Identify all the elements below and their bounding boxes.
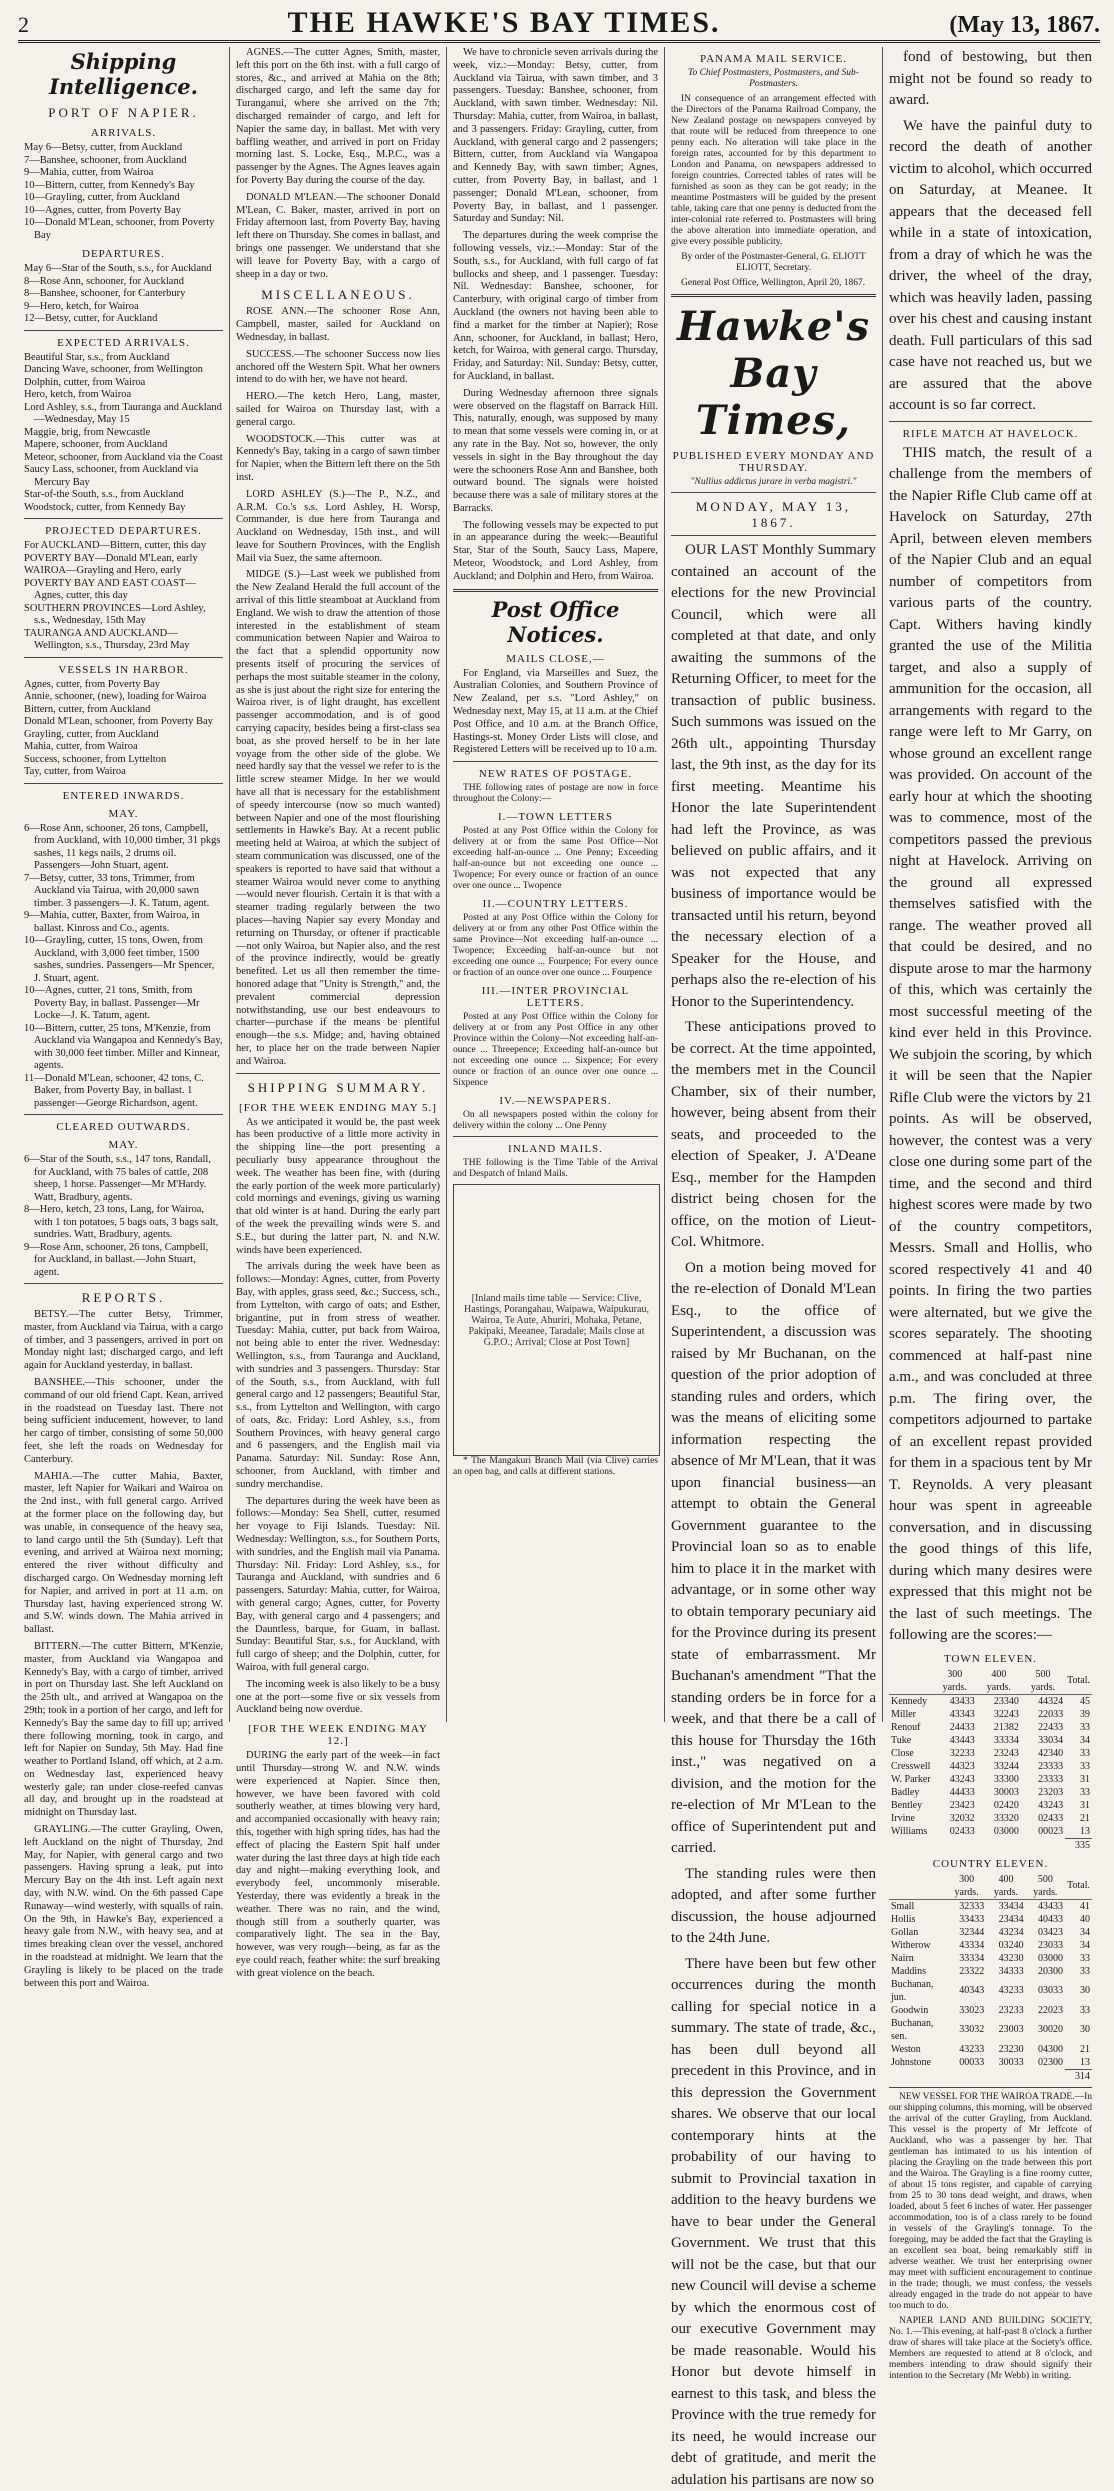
issue-date: MONDAY, MAY 13, 1867. xyxy=(671,499,876,531)
table-row xyxy=(889,1926,1092,1939)
list-item: Dolphin, cutter, from Wairoa xyxy=(24,377,223,390)
list-item: Beautiful Star, s.s., from Auckland xyxy=(24,352,223,365)
competitor-name: W. Parker xyxy=(889,1773,933,1786)
paragraph: The arrivals during the week have been as follows:—Monday: Agnes, cutter, from Poverty Bay, with apples, grass seed, &c.; Success, sch., from Lyttelton, with cargo of oats; and Esther, brigantine, put in from stress of weather. Tuesday: Mahia, cutter, put back from Wairoa, not being able to enter the river. Wednesday: Wellington, s.s., from Tauranga and Auckland, with sundries and 3 passengers. Thursday: Star of the South, s.s., from Auckland, with full general cargo and 12 passengers; Beautiful Star, s.s., from Lyttelton and Wellington, with cargo of oats, &c. Friday: Lord Ashley, s.s., from Southern Provinces, with heavy general cargo and 6 passengers, and the English mail via Panama. Saturday: Nil. Sunday: Rose Ann, schooner, from Auckland, with timber and sundry merchandise. xyxy=(236,1261,440,1491)
competitor-name: Hollis xyxy=(889,1913,947,1926)
column-5 xyxy=(883,47,1098,1722)
paragraph: The following vessels may be expected to put in an appearance during the week:—Beautiful Star, Star of the South, Saucy Lass, Mapere, Meteor, Woodstock, and Lord Ashley, from Auckland; and Dolphin and Hero, from Wairoa. xyxy=(453,520,658,584)
paragraph: The departures during the week have been as follows:—Monday: Sea Shell, cutter, resumed her voyage to Fiji Islands. Tuesday: Nil. Wednesday: Wellington, s.s., for Southern Ports, with sundries, and the English mail via Panama. Thursday: Nil. Friday: Lord Ashley, s.s., for Tauranga and Auckland, with sundries and 6 passengers. Saturday: Mahia, cutter, for Wairoa, with general cargo; Agnes, cutter, for Poverty Bay, with general cargo and 4 passengers; and the Dauntless, barque, for Guam, in ballast. Sunday: Beautiful Star, s.s., for Auckland, with full cargo of sheep; and the Dolphin, cutter, for Wairoa, with full general cargo. xyxy=(236,1496,440,1675)
score-cell: 33 xyxy=(1065,1965,1092,1978)
score-cell: 42340 xyxy=(1021,1747,1065,1760)
inter-provincial-rates: Posted at any Post Office within the Colony for delivery at or from any Post Office in any other Province within the Colony—Not exceeding half-an-ounce ... Threepence; Exceeding half-an-ounce but not exceeding one ounce ... Sixpence; For every ounce or fraction of an ounce over one ounce ... Sixpence xyxy=(453,1012,658,1089)
header-date: (May 13, 1867. xyxy=(930,12,1100,39)
table-row xyxy=(889,1721,1092,1734)
score-cell: 31 xyxy=(1065,1773,1092,1786)
panama-date: General Post Office, Wellington, April 20, 1867. xyxy=(671,278,876,289)
list-item: Lord Ashley, s.s., from Tauranga and Auckland—Wednesday, May 15 xyxy=(24,402,223,427)
score-cell: 23003 xyxy=(986,2017,1025,2043)
paragraph: We have the painful duty to record the death of another victim to alcohol, which occurred on Saturday, at Meanee. It appears that the deceased fell while in a state of intoxication, from a dray of which he was the driver, the wheel of the dray, which was heavily laden, passing over his chest and causing instant death. Full particulars of this sad case have not reached us, but we are assured that the above account is so far correct. xyxy=(889,116,1092,417)
reports-continued xyxy=(236,47,440,281)
arrivals-title: ARRIVALS. xyxy=(24,127,223,139)
score-header xyxy=(889,1668,933,1695)
postage-title: NEW RATES OF POSTAGE. xyxy=(453,768,658,780)
list-item: Annie, schooner, (new), loading for Wairoa xyxy=(24,691,223,704)
competitor-name: Buchanan, sen. xyxy=(889,2017,947,2043)
inland-mails-intro: THE following is the Time Table of the Arrival and Despatch of Inland Mails. xyxy=(453,1158,658,1180)
motto: "Nullius addictus jurare in verba magistri." xyxy=(671,477,876,488)
summary-subtitle: [FOR THE WEEK ENDING MAY 5.] xyxy=(236,1102,440,1114)
score-cell: 33032 xyxy=(947,2017,986,2043)
competitor-name: Johnstone xyxy=(889,2056,947,2070)
list-item: 12—Betsy, cutter, for Auckland xyxy=(24,313,223,326)
table-row xyxy=(889,1965,1092,1978)
competitor-name: Cresswell xyxy=(889,1760,933,1773)
list-item: Meteor, schooner, from Auckland via the Coast xyxy=(24,452,223,465)
competitor-name: Renouf xyxy=(889,1721,933,1734)
list-item: Bittern, cutter, from Auckland xyxy=(24,704,223,717)
competitor-name: Badley xyxy=(889,1786,933,1799)
list-item: 10—Agnes, cutter, from Poverty Bay xyxy=(24,205,223,218)
score-header: 400 yards. xyxy=(977,1668,1021,1695)
paragraph: DONALD M'LEAN.—The schooner Donald M'Lean, C. Baker, master, arrived in port on Friday afternoon last, from Poverty Bay, having left there on Thursday. She comes in ballast, and brings one passenger. We understand that she will leave for Poverty Bay, with a cargo of sheep in a day or two. xyxy=(236,192,440,282)
inwards-list xyxy=(24,823,223,1111)
score-cell: 22023 xyxy=(1026,2004,1065,2017)
score-cell: 13 xyxy=(1065,1825,1092,1839)
score-cell: 43233 xyxy=(947,2043,986,2056)
score-cell: 33023 xyxy=(947,2004,986,2017)
inwards-title: ENTERED INWARDS. xyxy=(24,790,223,802)
score-cell: 03033 xyxy=(1026,1978,1065,2004)
competitor-name: Williams xyxy=(889,1825,933,1839)
paragraph: The departures during the week comprise the following vessels, viz.:—Monday: Star of the South, s.s., for Auckland, with full cargo of fat bullocks and sheep, and 1 passenger. Tuesday: Nil. Wednesday: Banshee, schooner, for Canterbury, with original cargo of timber from Auckland (the owners not having been able to find a market for the timber at Napier); Rose Ann, schooner, for Auckland, in ballast; Hero, ketch, for Wairoa, with general cargo. Thursday, Friday, and Saturday: Nil. Sunday: Betsy, cutter, for Auckland, in ballast. xyxy=(453,230,658,384)
competitor-name: Buchanan, jun. xyxy=(889,1978,947,2004)
list-item: WAIROA—Grayling and Hero, early xyxy=(24,565,223,578)
competitor-name: Weston xyxy=(889,2043,947,2056)
paragraph: HERO.—The ketch Hero, Lang, master, sailed for Wairoa on Thursday last, with a general cargo. xyxy=(236,391,440,429)
list-item: 9—Mahia, cutter, Baxter, from Wairoa, in ballast. Kinross and Co., agents. xyxy=(24,910,223,935)
score-header xyxy=(889,1873,947,1900)
paragraph: fond of bestowing, but then might not be found so ready to award. xyxy=(889,47,1092,112)
score-cell: 33300 xyxy=(977,1773,1021,1786)
paragraph: SUCCESS.—The schooner Success now lies anchored off the Western Spit. What her owners intend to do with her, we have not heard. xyxy=(236,349,440,387)
score-header: Total. xyxy=(1065,1873,1092,1900)
table-row xyxy=(889,2043,1092,2056)
inland-mails-footnote: * The Mangakuri Branch Mail (via Clive) carries an open bag, and calls at different stations. xyxy=(453,1456,658,1478)
list-item: POVERTY BAY—Donald M'Lean, early xyxy=(24,553,223,566)
paragraph: LORD ASHLEY (S.)—The P., N.Z., and A.R.M. Co.'s s.s. Lord Ashley, H. Worsp, Commander, is due here from Tauranga and Auckland on Wednesday, 15th inst., and will leave for Southern Provinces, with the English Mail via Suez, the same afternoon. xyxy=(236,489,440,566)
score-cell: 22033 xyxy=(1021,1708,1065,1721)
paragraph: MIDGE (S.)—Last week we published from the New Zealand Herald the full account of the arrival of this little steamboat at Auckland from England. We wish to draw the attention of those interested in the establishment of steam communication between Napier and Wairoa to the fact that a splendid opportunity now presents itself of procuring the services of perhaps the most suitable steamer in the colony, as she is just about the right size for entering the Wairoa river, is of light draught, has excellent passenger accommodation, and is of good carrying capacity, besides being a first-class sea boat, as she proved herself to be in her late voyage from the other side of the globe. We need hardly say that the vessel we refer to is the little screw steamer Midge. In her we would have all that is necessary for the establishment of speedy intercourse (now so much wanted) between Napier and one of the most flourishing settlements in Hawke's Bay. At a recent public meeting held at Wairoa, at which the subject of steam communication was discussed, one of the speakers is reported to have said that without a steamer Wairoa would never come to anything—would never flourish. Certain it is that with a steamer trading regularly between the two places—having Napier say every Monday and returning on Thursday, or oftener if practicable—not only Wairoa, but Napier also, and the rest of the province indirectly, would be greatly benefited. Let us all then remember the time-honored adage that "Unity is Strength," and, the prevalent commercial depression notwithstanding, use our best endeavours to charter—purchase if the means be plentiful enough—the s.s. Midge; and, having obtained her, to place her on the trade between Napier and Wairoa. xyxy=(236,569,440,1068)
competitor-name: Witherow xyxy=(889,1939,947,1952)
summary-body xyxy=(236,1117,440,1718)
outwards-month: MAY. xyxy=(24,1139,223,1151)
inland-mails-table: [Inland mails time table — Service: Clive, Hastings, Porangahau, Waipawa, Waipukurau, Wairoa, Te Aute, Ahuriri, Mohaka, Petane, Pakipaki, Meeanee, Taradale; Mails close at G.P.O.; Arrival; Close at Post Town] xyxy=(453,1184,660,1456)
paragraph: WOODSTOCK.—This cutter was at Kennedy's Bay, taking in a cargo of sawn timber for Napier, when the Bittern left there on the 5th inst. xyxy=(236,434,440,485)
score-cell: 00023 xyxy=(1021,1825,1065,1839)
table-row xyxy=(889,1773,1092,1786)
page-number: 2 xyxy=(18,12,78,38)
expected-title: EXPECTED ARRIVALS. xyxy=(24,337,223,349)
list-item: Woodstock, cutter, from Kennedy Bay xyxy=(24,502,223,515)
team-total: 335 xyxy=(1065,1838,1092,1852)
outwards-title: CLEARED OUTWARDS. xyxy=(24,1121,223,1133)
land-society-title: NAPIER LAND AND BUILDING SOCIETY, xyxy=(899,2316,1092,2326)
list-item: Success, schooner, from Lyttelton xyxy=(24,754,223,767)
score-cell: 21 xyxy=(1065,1812,1092,1825)
rifle-match-body: THIS match, the result of a challenge from the members of the Napier Rifle Club came off at Havelock on Saturday, 27th April, between eleven members of the Napier Club and an equal number of competitors from various parts of the country. Capt. Withers having kindly granted the use of the Militia target, and also a supply of ammunition for the occasion, all arrangements with regard to the range were left to Mr Garry, on whose ground an excellent range was provided. On account of the early hour at which the shooting was to commence, most of the competitors passed the previous night at Havelock. Arriving on the ground all expressed themselves satisfied with the range. The weather proved all that could be desired, and no dispute arose to mar the harmony of this, which was certainly the most successful meeting of the kind ever held in this Province. We subjoin the scoring, by which it will be seen that the Napier Rifle Club were the victors by 21 points. As will be observed, however, the contest was a very close one during some part of the time, and the second and third highest scores were made by two of the country competitors, Messrs. Small and Hollis, who scored respectively 41 and 40 points. In firing the two parties were alternated, but we give the scores separately. The shooting commenced at half-past nine a.m., and was concluded at three p.m. The firing over, the competitors adjourned to partake of an excellent repast provided for them in a spacious tent by Mr T. Reynolds. A very pleasant hour was spent in agreeable conversation, and in discussing the good things of this life, during which many desires were expressed that this might not be the last of such meetings. The following are the scores:— xyxy=(889,443,1092,1647)
score-cell: 21382 xyxy=(977,1721,1021,1734)
column-2 xyxy=(230,47,447,1722)
list-item: Mapere, schooner, from Auckland xyxy=(24,439,223,452)
score-cell: 03423 xyxy=(1026,1926,1065,1939)
score-cell: 33334 xyxy=(947,1952,986,1965)
score-cell: 30 xyxy=(1065,2017,1092,2043)
list-item: Hero, ketch, from Wairoa xyxy=(24,389,223,402)
list-item: Maggie, brig, from Newcastle xyxy=(24,427,223,440)
paragraph: During Wednesday afternoon three signals were observed on the flagstaff on Barrack Hill. This, naturally, enough, was supposed by many to mean that some vessels were coming in, or at any rate in the Bay. Not so, however, the only vessels in sight in the Bay throughout the day were the schooners Rose Ann and Banshee, both outward bound. The signals were hoisted because there was a sale of military stores at the Barracks. xyxy=(453,388,658,516)
score-cell: 43233 xyxy=(986,1978,1025,2004)
table-row xyxy=(889,1708,1092,1721)
country-letters-rates: Posted at any Post Office within the Colony for delivery at or from any other Post Office within the same Province—Not exceeding half-an-ounce ... Twopence; Exceeding half-an-ounce but not exceeding one ounce ... Fourpence; For every ounce or fraction of an ounce over one ounce ... Fourpence xyxy=(453,913,658,979)
score-cell: 13 xyxy=(1065,2056,1092,2070)
list-item: Saucy Lass, schooner, from Auckland via Mercury Bay xyxy=(24,464,223,489)
competitor-name: Maddins xyxy=(889,1965,947,1978)
editorial-continued xyxy=(889,47,1092,417)
score-cell: 02433 xyxy=(1021,1812,1065,1825)
score-cell: 33 xyxy=(1065,1952,1092,1965)
land-society-text: No. 1.—This evening, at half-past 8 o'clock a further draw of shares will take place at the Society's office. Members are requested to attend at 8 o'clock, and members intending to draw should signify their intention to the Secretary (Mr Webb) in writing. xyxy=(889,2327,1092,2381)
inwards-month: MAY. xyxy=(24,808,223,820)
score-cell: 33244 xyxy=(977,1760,1021,1773)
score-header: 300 yards. xyxy=(933,1668,977,1695)
summary2-subtitle: [FOR THE WEEK ENDING MAY 12.] xyxy=(236,1723,440,1747)
list-item: Mahia, cutter, from Wairoa xyxy=(24,741,223,754)
score-cell: 40343 xyxy=(947,1978,986,2004)
arrivals-list xyxy=(24,142,223,242)
score-header: Total. xyxy=(1065,1668,1092,1695)
score-cell: 40433 xyxy=(1026,1913,1065,1926)
list-item: Grayling, cutter, from Auckland xyxy=(24,729,223,742)
score-cell: 43243 xyxy=(933,1773,977,1786)
list-item: 7—Betsy, cutter, 33 tons, Trimmer, from Auckland via Tairua, with 20,000 sawn timber. 3 passengers—J. K. Tatum, agent. xyxy=(24,873,223,911)
table-row xyxy=(889,1978,1092,2004)
paragraph: As we anticipated it would be, the past week has been productive of a little more activity in the shipping line—the port presenting a peculiarly busy appearance throughout the week. The weather has been fine, with (during the early portion of the week more particularly) cold mornings and evenings, giving us warning that old winter is at hand. During the early part of the week the prevailing winds were S. and S.E., but during the latter part, N. and N.W. winds have been experienced. xyxy=(236,1117,440,1258)
score-cell: 45 xyxy=(1065,1694,1092,1708)
competitor-name: Close xyxy=(889,1747,933,1760)
score-cell: 03000 xyxy=(1026,1952,1065,1965)
table-row xyxy=(889,1812,1092,1825)
table-row xyxy=(889,1825,1092,1839)
list-item: 9—Hero, ketch, for Wairoa xyxy=(24,301,223,314)
list-item: Star-of-the South, s.s., from Auckland xyxy=(24,489,223,502)
column-3 xyxy=(447,47,665,1722)
score-cell: 23434 xyxy=(986,1913,1025,1926)
score-cell: 23423 xyxy=(933,1799,977,1812)
score-cell: 02420 xyxy=(977,1799,1021,1812)
score-cell: 33334 xyxy=(977,1734,1021,1747)
score-cell: 39 xyxy=(1065,1708,1092,1721)
score-header: 500 yards. xyxy=(1021,1668,1065,1695)
table-row xyxy=(889,1734,1092,1747)
score-cell: 20300 xyxy=(1026,1965,1065,1978)
score-cell: 43334 xyxy=(947,1939,986,1952)
team-total: 314 xyxy=(1065,2069,1092,2083)
score-cell: 31 xyxy=(1065,1799,1092,1812)
table-row xyxy=(889,1760,1092,1773)
score-cell: 43433 xyxy=(933,1694,977,1708)
table-row xyxy=(889,1913,1092,1926)
outwards-list xyxy=(24,1154,223,1279)
inland-mails-title: INLAND MAILS. xyxy=(453,1143,658,1155)
score-cell: 43230 xyxy=(986,1952,1025,1965)
reports-body xyxy=(24,1309,223,1990)
masthead: THE HAWKE'S BAY TIMES. xyxy=(78,6,930,40)
score-cell: 34333 xyxy=(986,1965,1025,1978)
score-cell: 32243 xyxy=(977,1708,1021,1721)
new-vessel-notice xyxy=(889,2092,1092,2312)
paragraph: BANSHEE.—This schooner, under the command of our old friend Capt. Kean, arrived in the roadstead on Tuesday last. There not being sufficient inducement, however, to land her cargo of timber, consisting of some 50,000 feet, she left the roads on Wednesday for Canterbury. xyxy=(24,1377,223,1467)
competitor-name: Gollan xyxy=(889,1926,947,1939)
list-item: 10—Bittern, cutter, 25 tons, M'Kenzie, from Auckland via Wangapoa and Kennedy's Bay, with 30,000 feet timber. Miller and Kinnear, agents. xyxy=(24,1023,223,1073)
paragraph: BITTERN.—The cutter Bittern, M'Kenzie, master, from Auckland via Wangapoa and Kennedy's Bay, with a cargo of timber, arrived in port on Thursday last. She left Auckland on the 25th ult., and arrived at Wangapoa on the 29th; took in a portion of her cargo, and left for Kennedy's Bay the same day to fill up; arrived there following morning, took in cargo, and left for Napier on Sunday, 5th May. Had fine weather to Portland Island, off which, at 2 a.m. on Wednesday last, experienced heavy westerly gale; ran under close-reefed canvas all day, and brought up in the roadstead at midnight on Thursday last. xyxy=(24,1641,223,1820)
score-cell: 40 xyxy=(1065,1913,1092,1926)
list-item: 9—Rose Ann, schooner, 26 tons, Campbell, for Auckland, in ballast.—John Stuart, agent. xyxy=(24,1242,223,1280)
score-cell: 32344 xyxy=(947,1926,986,1939)
table-row xyxy=(889,1786,1092,1799)
new-vessel-text: —In our shipping columns, this morning, will be observed the arrival of the cutter Grayling, from Auckland. This vessel is the property of Mr Jeffcote of Auckland, who was a passenger by her. That gentleman has intimated to us his intention of placing the Grayling on the trade between this port and the Wairoa. The Grayling is a fine roomy cutter, of about 15 tons register, and capable of carrying from 25 to 30 tons dead weight, and draws, when loaded, about 5 feet 6 inches of water. Her passenger accommodation, too is of a class rarely to be found in vessels of the Grayling's tonnage. To the foregoing, may be added the fact that the Grayling is an excellent sea boat, being remarkably stiff in adverse weather. We trust her enterprising owner may meet with sufficient encouragement to continue in the trade; though, we must confess, the vessels already engaged in the trade do not appear to have too much to do. xyxy=(889,2092,1092,2311)
reports-title: REPORTS. xyxy=(24,1290,223,1306)
score-cell: 23333 xyxy=(1021,1760,1065,1773)
list-item: 6—Rose Ann, schooner, 26 tons, Campbell, from Auckland, with 10,000 timber, 31 pkgs sashes, 11 kegs nails, 2 drums oil. Passengers—John Stuart, agent. xyxy=(24,823,223,873)
paragraph: These anticipations proved to be correct. At the time appointed, the members met in the Council Chamber, six of their number, however, being absent from their seats, and proceeded to the election of Speaker, J. A'Deane Esq., member for the Hampden district being chosen for the office, on the motion of Lieut-Col. Whitmore. xyxy=(671,1017,876,1254)
score-cell: 02433 xyxy=(933,1825,977,1839)
paragraph: AGNES.—The cutter Agnes, Smith, master, left this port on the 6th inst. with a full cargo of stores, &c., and arrived at Mahia on the 8th; discharged cargo, and left the same day for Turanganui, where she arrived on the 7th; discharged remainder of cargo, and left for Napier the same day, in ballast. Met with very baffling weather, and arrived in port on Friday morning last. S. Locke, Esq., M.P.C., was a passenger by the Agnes. The Agnes leaves again for Poverty Bay during the course of the day. xyxy=(236,47,440,188)
score-cell: 33433 xyxy=(947,1913,986,1926)
score-cell: 23230 xyxy=(986,2043,1025,2056)
shipping-summary-title: SHIPPING SUMMARY. xyxy=(236,1080,440,1096)
score-cell: 03240 xyxy=(986,1939,1025,1952)
country-eleven-table xyxy=(889,1873,1092,2083)
hawkes-bay-times-title: Hawke's Bay Times, xyxy=(671,303,876,444)
score-cell: 44433 xyxy=(933,1786,977,1799)
score-cell: 30020 xyxy=(1026,2017,1065,2043)
score-header: 300 yards. xyxy=(947,1873,986,1900)
paragraph: On a motion being moved for the re-election of Donald M'Lean Esq., to the office of Superintendent, a discussion was raised by Mr Buchanan, on the question of the prior adoption of standing rules and orders, which was the means of eliciting some information respecting the absence of Mr M'Lean, that it was upon financial business—an attempt to obtain the General Government guarantee to the Provincial loan so as to enable him to place it in the market with advantage, or in some other way to obtain temporary pecuniary aid for the Province during its present state of embarrassment. Mr Buchanan's amendment "That the standing orders be in force for a week, and that there be a call of this house for Thursday the 16th inst.," was negatived on a division, and the motion for the re-election of Mr M'Lean to the office of Superintendent put and carried. xyxy=(671,1258,876,1860)
panama-signature: By order of the Postmaster-General, G. ELIOTT ELIOTT, Secretary. xyxy=(671,252,876,274)
score-header: 500 yards. xyxy=(1026,1873,1065,1900)
town-letters-rates: Posted at any Post Office within the Colony for delivery at or from the same Post Office—Not exceeding half-an-ounce ... One Penny; Exceeding half-an-ounce but not exceeding one ounce ... Twopence; For every ounce or fraction of an ounce over one ounce ... Twopence xyxy=(453,826,658,892)
score-cell: 02300 xyxy=(1026,2056,1065,2070)
list-item: 6—Star of the South, s.s., 147 tons, Randall, for Auckland, with 75 bales of cattle, 208 sheep, 1 horse. Passenger—Mr M'Hardy. Watt, Bradbury, agents. xyxy=(24,1154,223,1204)
paragraph: BETSY.—The cutter Betsy, Trimmer, master, from Auckland via Tairua, with a cargo of timber, and 3 passengers, arrived in port on Monday night last; discharged cargo, and left again for Auckland yesterday, in ballast. xyxy=(24,1309,223,1373)
list-item: 11—Donald M'Lean, schooner, 42 tons, C. Baker, from Poverty Bay, in ballast. 1 passenger—George Richardson, agent. xyxy=(24,1073,223,1111)
mails-close-text: For England, via Marseilles and Suez, the Australian Colonies, and Southern Province of New Zealand, per s.s. "Lord Ashley," on Wednesday next, May 15, at 11 a.m. at the Chief Post Office, and 10 a.m. at the Branch Office, Hastings-st. Money Order Lists will close, and Registered Letters will be received up to 10 a.m. xyxy=(453,668,658,758)
editorial-body xyxy=(671,540,876,2491)
score-cell: 34 xyxy=(1065,1734,1092,1747)
score-cell: 23033 xyxy=(1026,1939,1065,1952)
score-header: 400 yards. xyxy=(986,1873,1025,1900)
table-row xyxy=(889,1747,1092,1760)
score-cell: 43343 xyxy=(933,1708,977,1721)
score-cell: 30 xyxy=(1065,1978,1092,2004)
panama-body: IN consequence of an arrangement effected with the Directors of the Panama Railroad Company, the New Zealand postage on newspapers conveyed by that route will be reduced from threepence to one penny each. No alteration will take place in the foreign rates, accounted for by this department to London and Panama, on newspapers addressed to foreign countries. Corrected tables of rates will be furnished as soon as they can be got ready; in the meantime Postmasters will be guided by the present table, taking care that one penny is deducted from the inter-colonial rate referred to. Postmasters will bring the above alteration into immediate operation, and give every possible publicity. xyxy=(671,94,876,248)
score-cell: 23243 xyxy=(977,1747,1021,1760)
score-cell: 24433 xyxy=(933,1721,977,1734)
list-item: 8—Banshee, schooner, for Canterbury xyxy=(24,288,223,301)
score-cell: 00033 xyxy=(947,2056,986,2070)
score-cell: 30003 xyxy=(977,1786,1021,1799)
panama-subtitle: To Chief Postmasters, Postmasters, and Sub-Postmasters. xyxy=(671,68,876,90)
score-cell: 23203 xyxy=(1021,1786,1065,1799)
miscellaneous-title: MISCELLANEOUS. xyxy=(236,287,440,303)
score-cell: 23340 xyxy=(977,1694,1021,1708)
published-line: PUBLISHED EVERY MONDAY AND THURSDAY. xyxy=(671,450,876,474)
list-item: SOUTHERN PROVINCES—Lord Ashley, s.s., Wednesday, 15th May xyxy=(24,603,223,628)
score-cell: 23233 xyxy=(986,2004,1025,2017)
port-title: PORT OF NAPIER. xyxy=(24,105,223,121)
table-row xyxy=(889,1799,1092,1812)
competitor-name: Tuke xyxy=(889,1734,933,1747)
expected-list xyxy=(24,352,223,515)
list-item: Tay, cutter, from Wairoa xyxy=(24,766,223,779)
competitor-name: Miller xyxy=(889,1708,933,1721)
inter-provincial-title: III.—INTER PROVINCIAL LETTERS. xyxy=(453,985,658,1009)
shipping-intelligence-title: Shipping Intelligence. xyxy=(24,49,223,99)
newspapers-rate: On all newspapers posted within the colony for delivery within the colony ... One Penny xyxy=(453,1110,658,1132)
table-row xyxy=(889,1694,1092,1708)
competitor-name: Kennedy xyxy=(889,1694,933,1708)
list-item: 9—Mahia, cutter, from Wairoa xyxy=(24,167,223,180)
table-row xyxy=(889,1899,1092,1913)
score-cell: 33034 xyxy=(1021,1734,1065,1747)
new-vessel-title: NEW VESSEL FOR THE WAIROA TRADE. xyxy=(899,2092,1075,2102)
paragraph: DURING the early part of the week—in fact until Thursday—strong W. and N.W. winds were experienced at Napier. Since then, however, we have been favored with cold southerly weather, at times blowing very hard, and accompanied occasionally with heavy rain; this, together with high spring tides, has had the effect of placing the Eastern Spit half under water during the last three days at high tide each day and night—making everything look, and everybody feel, uncommonly miserable. Yesterday, there was evidently a break in the weather. There was no rain, and the wind, though still from a southerly quarter, was comparatively light. The sea in the Bay, however, was very rough—being, as far as the eye could reach, feather white: the surf breaking with great violence on the beach. xyxy=(236,1750,440,1980)
harbor-title: VESSELS IN HARBOR. xyxy=(24,664,223,676)
list-item: 10—Grayling, cutter, 15 tons, Owen, from Auckland, with 3,000 feet timber, 1500 sashes, sundries. Passengers—Mr Spencer, J. Stuart, agent. xyxy=(24,935,223,985)
list-item: Agnes, cutter, from Poverty Bay xyxy=(24,679,223,692)
paragraph: We have to chronicle seven arrivals during the week, viz.:—Monday: Betsy, cutter, from Auckland via Tairua, with sawn timber, and 3 passengers. Tuesday: Banshee, schooner, from Auckland, with sawn timber. Wednesday: Nil. Thursday: Mahia, cutter, from Wairoa, in ballast, and 3 passengers. Friday: Grayling, cutter, from Auckland, with general cargo and 2 passengers; Bittern, cutter, from Auckland via Wangapoa and Kennedy Bay, with sawn timber; Agnes, cutter, from Poverty Bay, in ballast, and 1 passenger; Donald M'Lean, schooner, from Poverty Bay, in ballast, and 1 passenger. Saturday and Sunday: Nil. xyxy=(453,47,658,226)
list-item: 10—Agnes, cutter, 21 tons, Smith, from Poverty Bay, in ballast. Passenger—Mr Locke—J. K. Tatum, agent. xyxy=(24,985,223,1023)
score-cell: 33 xyxy=(1065,1786,1092,1799)
paragraph: GRAYLING.—The cutter Grayling, Owen, left Auckland on the night of Thursday, 2nd May, for Napier, with general cargo and two passengers. Having sprung a leak, put into Mercury Bay on the 4th inst. Left again next day, with N.W. wind. On the 6th passed Cape Runaway—wind westerly, with squalls of rain. On the 9th, in Hawke's Bay, experienced a heavy gale from N.W., with heavy sea, and at times breaking clean over the vessel, anchored in the roadstead at midnight. We learn that the Grayling is likely to be placed on the trade between this port and Wairoa. xyxy=(24,1824,223,1990)
harbor-list xyxy=(24,679,223,779)
score-cell: 33 xyxy=(1065,2004,1092,2017)
list-item: 8—Hero, ketch, 23 tons, Lang, for Wairoa, with 1 ton potatoes, 5 bags oats, 3 bags salt, sundries. Watt, Bradbury, agents. xyxy=(24,1204,223,1242)
table-row xyxy=(889,1952,1092,1965)
departures-list xyxy=(24,263,223,326)
paragraph: OUR LAST Monthly Summary contained an account of the elections for the new Provincial Council, which were all completed at that date, and only awaiting the summons of the Returning Officer, to meet for the transaction of public business. Such summons was issued on the 26th ult., appointing Thursday last, the 9th inst, as the day for its first meeting. Meantime his Honor the late Superintendent had left the Province, as was believed on public affairs, and it was not expected that any business of importance would be transacted until his return, beyond the necessary election of a Speaker for the House, and perhaps also the re-election of his Honor to the Superintendency. xyxy=(671,540,876,1013)
list-item: Dancing Wave, schooner, from Wellington xyxy=(24,364,223,377)
list-item: May 6—Betsy, cutter, from Auckland xyxy=(24,142,223,155)
list-item: 10—Donald M'Lean, schooner, from Poverty Bay xyxy=(24,217,223,242)
score-cell: 32032 xyxy=(933,1812,977,1825)
land-society-notice xyxy=(889,2316,1092,2382)
score-cell: 23322 xyxy=(947,1965,986,1978)
paragraph: MAHIA.—The cutter Mahia, Baxter, master, left Napier for Waikari and Wairoa on the 2nd inst., with full general cargo. Arrived at the former place on the following day, but was unable, in consequence of the heavy sea, to land cargo until the 5th (Sunday). Left that evening, and arrived at Wairoa next morning; entered the river without difficulty and discharged cargo. On Wednesday morning left for Napier, and arrived in port at 11 a.m. on Thursday last, having experienced strong W. and S.W. winds down. The Mahia arrived in ballast. xyxy=(24,1471,223,1637)
score-cell: 43243 xyxy=(1021,1799,1065,1812)
score-cell: 03000 xyxy=(977,1825,1021,1839)
list-item: For AUCKLAND—Bittern, cutter, this day xyxy=(24,540,223,553)
list-item: 8—Rose Ann, schooner, for Auckland xyxy=(24,276,223,289)
summary2-body xyxy=(236,1750,440,1980)
page-header xyxy=(18,6,1100,43)
score-cell: 33 xyxy=(1065,1747,1092,1760)
list-item: 7—Banshee, schooner, from Auckland xyxy=(24,155,223,168)
score-cell: 33 xyxy=(1065,1760,1092,1773)
mails-close-label: MAILS CLOSE,— xyxy=(453,653,658,665)
score-cell: 34 xyxy=(1065,1939,1092,1952)
table-row xyxy=(889,2004,1092,2017)
panama-title: PANAMA MAIL SERVICE. xyxy=(671,53,876,65)
list-item: May 6—Star of the South, s.s., for Auckland xyxy=(24,263,223,276)
postage-intro: THE following rates of postage are now in force throughout the Colony:— xyxy=(453,783,658,805)
competitor-name: Small xyxy=(889,1899,947,1913)
score-cell: 23333 xyxy=(1021,1773,1065,1786)
town-eleven-table xyxy=(889,1668,1092,1852)
competitor-name: Irvine xyxy=(889,1812,933,1825)
score-cell: 41 xyxy=(1065,1899,1092,1913)
competitor-name: Nairn xyxy=(889,1952,947,1965)
list-item: 10—Bittern, cutter, from Kennedy's Bay xyxy=(24,180,223,193)
score-cell: 43443 xyxy=(933,1734,977,1747)
miscellaneous-body xyxy=(236,306,440,1068)
post-office-notices-title: Post Office Notices. xyxy=(453,597,658,647)
departures-title: DEPARTURES. xyxy=(24,248,223,260)
score-cell: 33320 xyxy=(977,1812,1021,1825)
town-eleven-title: TOWN ELEVEN. xyxy=(889,1653,1092,1665)
paragraph: The incoming week is also likely to be a busy one at the port—some five or six vessels from Auckland being now overdue. xyxy=(236,1679,440,1717)
country-eleven-title: COUNTRY ELEVEN. xyxy=(889,1858,1092,1870)
list-item: 10—Grayling, cutter, from Auckland xyxy=(24,192,223,205)
score-cell: 21 xyxy=(1065,2043,1092,2056)
competitor-name: Goodwin xyxy=(889,2004,947,2017)
paragraph: The standing rules were then adopted, and after some further discussion, the house adjourned to the 24th June. xyxy=(671,1864,876,1950)
table-row xyxy=(889,2056,1092,2070)
score-cell: 33434 xyxy=(986,1899,1025,1913)
competitor-name: Bentley xyxy=(889,1799,933,1812)
column-4 xyxy=(665,47,883,1722)
shipping-week-body xyxy=(453,47,658,584)
score-cell: 04300 xyxy=(1026,2043,1065,2056)
table-row xyxy=(889,2017,1092,2043)
score-cell: 30033 xyxy=(986,2056,1025,2070)
rifle-match-title: RIFLE MATCH AT HAVELOCK. xyxy=(889,428,1092,440)
paragraph: There have been but few other occurrences during the month calling for special notice in a summary. The state of trade, &c., has been dull beyond all precedent in this Province, and in this depression the Government shares. We observe that our local contemporary hints at the probability of our having to submit to Provincial taxation in addition to the heavy burdens we have to bear under the General Government. We trust that this will not be the case, but that our new Council will devise a scheme by which the enormous cost of our executive Government may be made reasonable. Would his Honor but devote himself in earnest to this task, and bless the Province with the true remedy for its need, he would increase our debt of gratitude, and merit the adulation his partisans are now so xyxy=(671,1954,876,2491)
projected-list xyxy=(24,540,223,653)
list-item: POVERTY BAY AND EAST COAST—Agnes, cutter, this day xyxy=(24,578,223,603)
score-cell: 34 xyxy=(1065,1926,1092,1939)
list-item: TAURANGA AND AUCKLAND—Wellington, s.s., Thursday, 23rd May xyxy=(24,628,223,653)
column-1 xyxy=(18,47,230,1722)
newspapers-title: IV.—NEWSPAPERS. xyxy=(453,1095,658,1107)
score-cell: 43433 xyxy=(1026,1899,1065,1913)
score-cell: 22433 xyxy=(1021,1721,1065,1734)
score-cell: 44323 xyxy=(933,1760,977,1773)
score-cell: 33 xyxy=(1065,1721,1092,1734)
projected-title: PROJECTED DEPARTURES. xyxy=(24,525,223,537)
paragraph: ROSE ANN.—The schooner Rose Ann, Campbell, master, sailed for Auckland on Wednesday, in ballast. xyxy=(236,306,440,344)
score-cell: 32233 xyxy=(933,1747,977,1760)
town-letters-title: I.—TOWN LETTERS xyxy=(453,811,658,823)
score-cell: 44324 xyxy=(1021,1694,1065,1708)
list-item: Donald M'Lean, schooner, from Poverty Bay xyxy=(24,716,223,729)
table-row xyxy=(889,1939,1092,1952)
country-letters-title: II.—COUNTRY LETTERS. xyxy=(453,898,658,910)
score-cell: 32333 xyxy=(947,1899,986,1913)
score-cell: 43234 xyxy=(986,1926,1025,1939)
